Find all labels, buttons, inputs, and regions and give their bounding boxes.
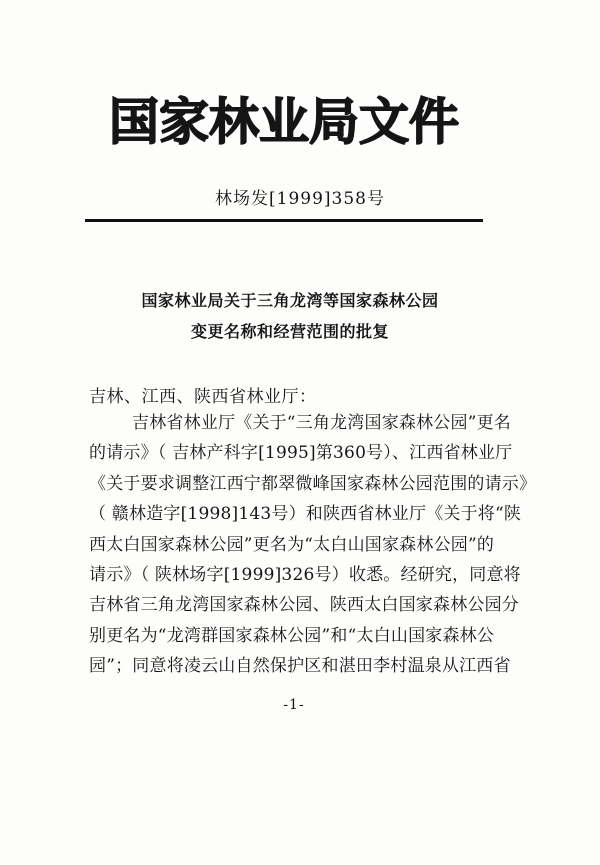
body-line: 别更名为“龙湾群国家森林公园”和“太白山国家森林公 [89,625,495,646]
subject-title [0,285,590,347]
body-paragraph [89,408,537,682]
body-line: 请示》（ 陕林场字[1999]326号）收悉。经研究，同意将 [89,565,521,586]
body-line: 吉林省三角龙湾国家森林公园、陕西太白国家森林公园分 [89,595,519,616]
salutation: 吉林、江西、陕西省林业厅： [89,387,317,407]
body-line: 园”；同意将凌云山自然保护区和湛田李村温泉从江西省 [89,656,511,677]
body-line: 西太白国家森林公园”更名为“太白山国家森林公园”的 [89,534,495,555]
page-number: -1- [283,697,305,713]
agency-title: 国家林业局文件 [109,92,459,151]
header-divider-rule [85,219,483,222]
body-line: 的请示》（ 吉林产科字[1995]第360号）、江西省林业厅 [89,443,513,464]
body-line: 《关于要求调整江西宁都翠微峰国家森林公园范围的请示》 [89,473,537,494]
body-line: （ 赣林造字[1998]143号）和陕西省林业厅《关于将“陕 [89,504,522,525]
document-number: 林场发[1999]358号 [215,189,385,209]
subject-title-line-2: 变更名称和经营范围的批复 [190,322,389,341]
body-line: 吉林省林业厅《关于“三角龙湾国家森林公园”更名 [132,413,511,433]
subject-title-line-1: 国家林业局关于三角龙湾等国家森林公园 [141,291,439,310]
